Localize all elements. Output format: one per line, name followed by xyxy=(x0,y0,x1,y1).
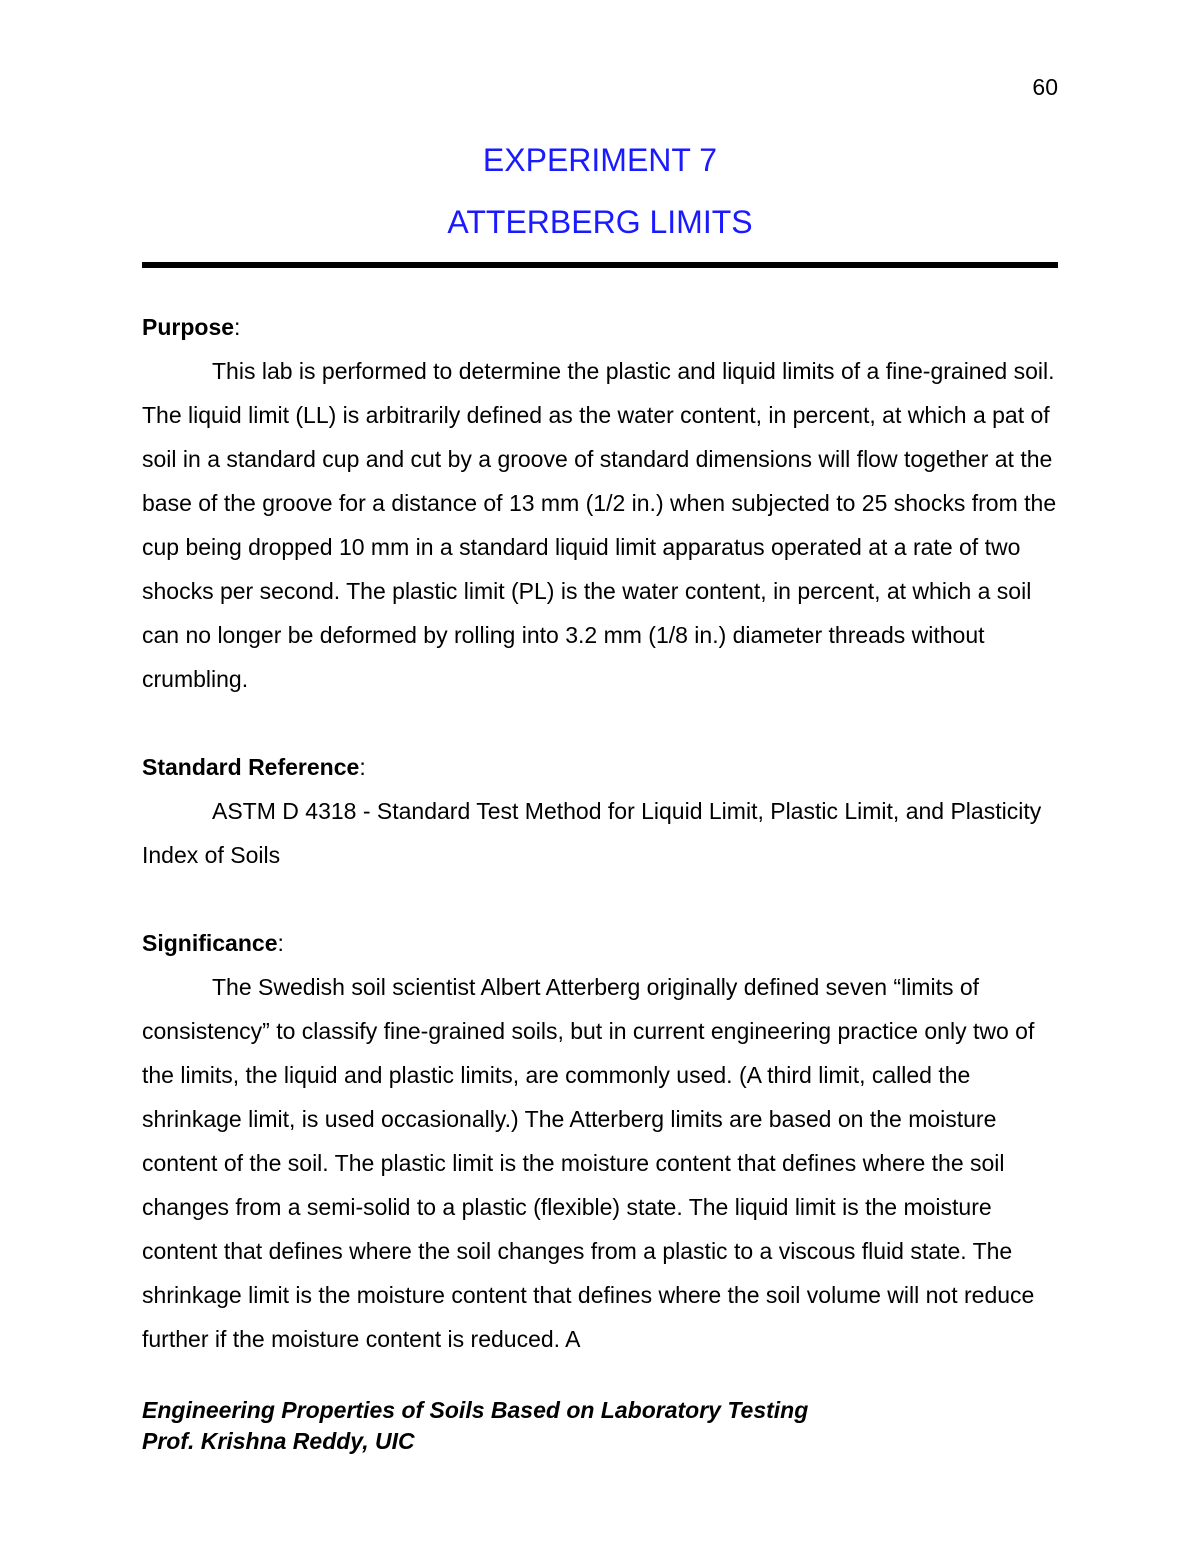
spacer xyxy=(142,701,1058,745)
significance-heading: Significance: xyxy=(142,930,284,956)
footer-book-title: Engineering Properties of Soils Based on Laboratory Testing xyxy=(142,1397,809,1423)
reference-paragraph: ASTM D 4318 - Standard Test Method for Liquid Limit, Plastic Limit, and Plasticity Index of Soils xyxy=(142,798,1042,868)
experiment-title: ATTERBERG LIMITS xyxy=(447,204,753,240)
purpose-heading: Purpose: xyxy=(142,314,241,340)
spacer xyxy=(142,877,1058,921)
page-number: 60 xyxy=(1032,74,1058,100)
reference-heading: Standard Reference: xyxy=(142,754,366,780)
document-body xyxy=(142,305,1058,1361)
significance-paragraph: The Swedish soil scientist Albert Atterberg originally defined seven “limits of consistency” to classify fine-grained soils, but in current engineering practice only two of the limits, the liquid and plastic limits, are commonly used. (A third limit, called the shrinkage limit, is used occasionally.) The Atterberg limits are based on the moisture content of the soil. The plastic limit is the moisture content that defines where the soil changes from a semi-solid to a plastic (flexible) state. The liquid limit is the moisture content that defines where the soil changes from a plastic to a viscous fluid state. The shrinkage limit is the moisture content that defines where the soil volume will not reduce further if the moisture content is reduced. A xyxy=(142,974,1035,1352)
title-divider xyxy=(142,262,1058,268)
experiment-number: EXPERIMENT 7 xyxy=(482,142,718,178)
footer-author: Prof. Krishna Reddy, UIC xyxy=(142,1428,415,1454)
page-title xyxy=(142,140,1058,242)
page-footer xyxy=(142,1395,808,1457)
purpose-paragraph: This lab is performed to determine the plastic and liquid limits of a fine-grained soil. The liquid limit (LL) is arbitrarily defined as the water content, in percent, at which a pat of soil in a standard cup and cut by a groove of standard dimensions will flow together at the base of the groove for a distance of 13 mm (1/2 in.) when subjected to 25 shocks from the cup being dropped 10 mm in a standard liquid limit apparatus operated at a rate of two shocks per second. The plastic limit (PL) is the water content, in percent, at which a soil can no longer be deformed by rolling into 3.2 mm (1/8 in.) diameter threads without crumbling. xyxy=(142,358,1057,692)
